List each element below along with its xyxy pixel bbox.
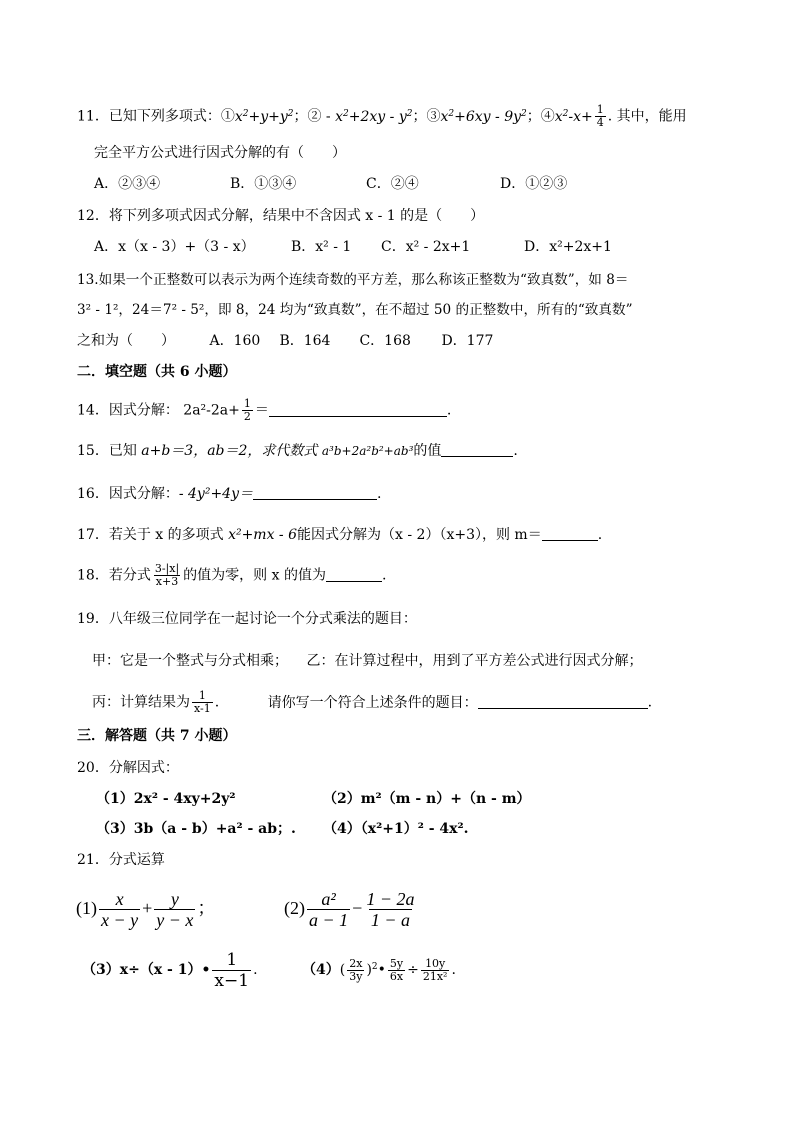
- q11-option-c[interactable]: C．②④: [366, 176, 419, 192]
- q21-item4-frac-a: $\frac{2x}{3y}$: [349, 956, 363, 983]
- q11-option-b[interactable]: B．①③④: [230, 176, 297, 192]
- q11-options: [94, 174, 567, 194]
- q21-item3-frac: $\frac{1}{x-1}$: [214, 949, 250, 991]
- q21-item-2: (2) $\frac{\text{a²}}{a - 1}$ − $\frac{1 - 2a}{1 - a}$: [284, 889, 415, 931]
- q13-line2: 3² - 1²，24＝7² - 5²，即 8，24 均为“致真数”，在不超过 50 的正整数中，所有的“致真数”: [77, 302, 633, 318]
- q18-question: 18．若分式 $\frac{3-|x|}{x+3}$ 的值为零，则 x 的值为 .: [77, 562, 387, 588]
- q18-answer-blank[interactable]: [326, 567, 382, 582]
- q21-item-1: (1) $\frac{x}{x - y}$ + $\frac{y}{y - x}$ ；: [76, 889, 216, 931]
- q19-bing: 丙：计算结果为: [92, 694, 190, 711]
- q13-line3: 之和为（ ） A．160 B．164 C．168 D．177: [77, 333, 494, 349]
- q14-answer-blank[interactable]: [269, 402, 447, 417]
- q12-option-c[interactable]: C．x² - 2x+1: [381, 239, 471, 255]
- q12-option-a[interactable]: A．x（x - 3）+（3 - x）: [94, 239, 255, 255]
- q20-item-2: （2）m²（m - n）+（n - m）: [323, 791, 531, 807]
- q21-item-3: （3）x÷（x - 1）• $\frac{1}{x-1}$ .: [82, 949, 258, 991]
- q17-question: 17．若关于 x 的多项式 x²+mx - 6能因式分解为（x - 2）（x+3），则 m＝ .: [77, 527, 603, 543]
- q13-line1: 13.如果一个正整数可以表示为两个连续奇数的平方差，那么称该正整数为“致真数”，如 8＝: [77, 272, 629, 288]
- q21-item2-frac-a: $\frac{\text{a²}}{a - 1}$: [309, 889, 349, 931]
- q12-options: [94, 237, 612, 257]
- q19-statements: [92, 651, 642, 671]
- q19-jia: 甲：它是一个整式与分式相乘；: [92, 653, 288, 669]
- q11-fraction: $\frac{1}{4}$: [596, 103, 604, 129]
- q21-title: 21．分式运算: [77, 852, 165, 868]
- section-fill-in-heading: 二．填空题（共 6 小题）: [77, 364, 237, 380]
- q12-option-b[interactable]: B．x² - 1: [291, 239, 352, 255]
- q20-item-1: （1）2x² - 4xy+2y²: [96, 791, 236, 807]
- q18-fraction: $\frac{3-|x|}{x+3}$: [154, 562, 180, 588]
- q21-item1-frac-a: $\frac{x}{x - y}$: [101, 889, 139, 931]
- q14-fraction: $\frac{1}{2}$: [243, 397, 251, 423]
- q19-yi: 乙：在计算过程中，用到了平方差公式进行因式分解；: [306, 653, 643, 669]
- q19-line1: 19．八年级三位同学在一起讨论一个分式乘法的题目：: [77, 611, 417, 627]
- q19-answer-blank[interactable]: [478, 694, 648, 709]
- q21-item4-frac-b: $\frac{5y}{6x}$: [389, 956, 404, 983]
- q11-option-d[interactable]: D．①②③: [500, 176, 568, 192]
- q13-option-a[interactable]: A．160: [209, 333, 261, 349]
- q13-option-c[interactable]: C．168: [359, 333, 411, 349]
- q21-item4-frac-c: $\frac{10y}{\text{21x²}}$: [422, 956, 448, 983]
- q21-item1-frac-b: $\frac{y}{y - x}$: [156, 889, 194, 931]
- q20-title: 20．分解因式：: [77, 760, 179, 776]
- q19-fraction: $\frac{1}{x-1}$: [194, 689, 211, 715]
- q16-question: 16．因式分解：- 4y²+4y＝ .: [77, 486, 382, 502]
- q19-bing-line: 丙：计算结果为 $\frac{1}{x-1}$ . 请你写一个符合上述条件的题目： .: [92, 689, 653, 715]
- q12-option-d[interactable]: D．x²+2x+1: [524, 239, 612, 255]
- q11-line1: 11．已知下列多项式：$①x^2+y+y^2$；② - $x^2+2xy - y^2$；$③x^2+6xy - 9y^2$；$④x^2-x+$ $\frac{1}{4}$ . 其中，能用: [77, 103, 687, 129]
- q12-question: 12．将下列多项式因式分解，结果中不含因式 x - 1 的是（ ）: [77, 208, 485, 224]
- section-solve-heading: 三．解答题（共 7 小题）: [77, 728, 237, 744]
- q20-item-3: （3）3b（a - b）+a² - ab；.: [96, 821, 296, 837]
- q15-question: 15．已知 a+b＝3，ab＝2，求代数式 a³b+2a²b²+ab³的值 .: [77, 443, 518, 459]
- q14-question: 14．因式分解： 2a²-2a+ $\frac{1}{2}$ ＝ .: [77, 397, 452, 423]
- q20-item-4: （4）（x²+1）² - 4x².: [323, 821, 469, 837]
- q13-option-d[interactable]: D．177: [441, 333, 494, 349]
- q15-answer-blank[interactable]: [441, 442, 513, 457]
- q21-item2-frac-b: $\frac{1 - 2a}{1 - a}$: [366, 889, 415, 931]
- q17-answer-blank[interactable]: [542, 526, 598, 541]
- q16-answer-blank[interactable]: [253, 485, 377, 500]
- q11-option-a[interactable]: A．②③④: [94, 176, 161, 192]
- q21-item-4: （4）( $\frac{2x}{3y}$ )$^2$• $\frac{5y}{6x}$ ÷ $\frac{10y}{\text{21x²}}$ .: [302, 956, 456, 983]
- q13-option-b[interactable]: B．164: [279, 333, 331, 349]
- q11-line2: 完全平方公式进行因式分解的有（ ）: [94, 145, 346, 161]
